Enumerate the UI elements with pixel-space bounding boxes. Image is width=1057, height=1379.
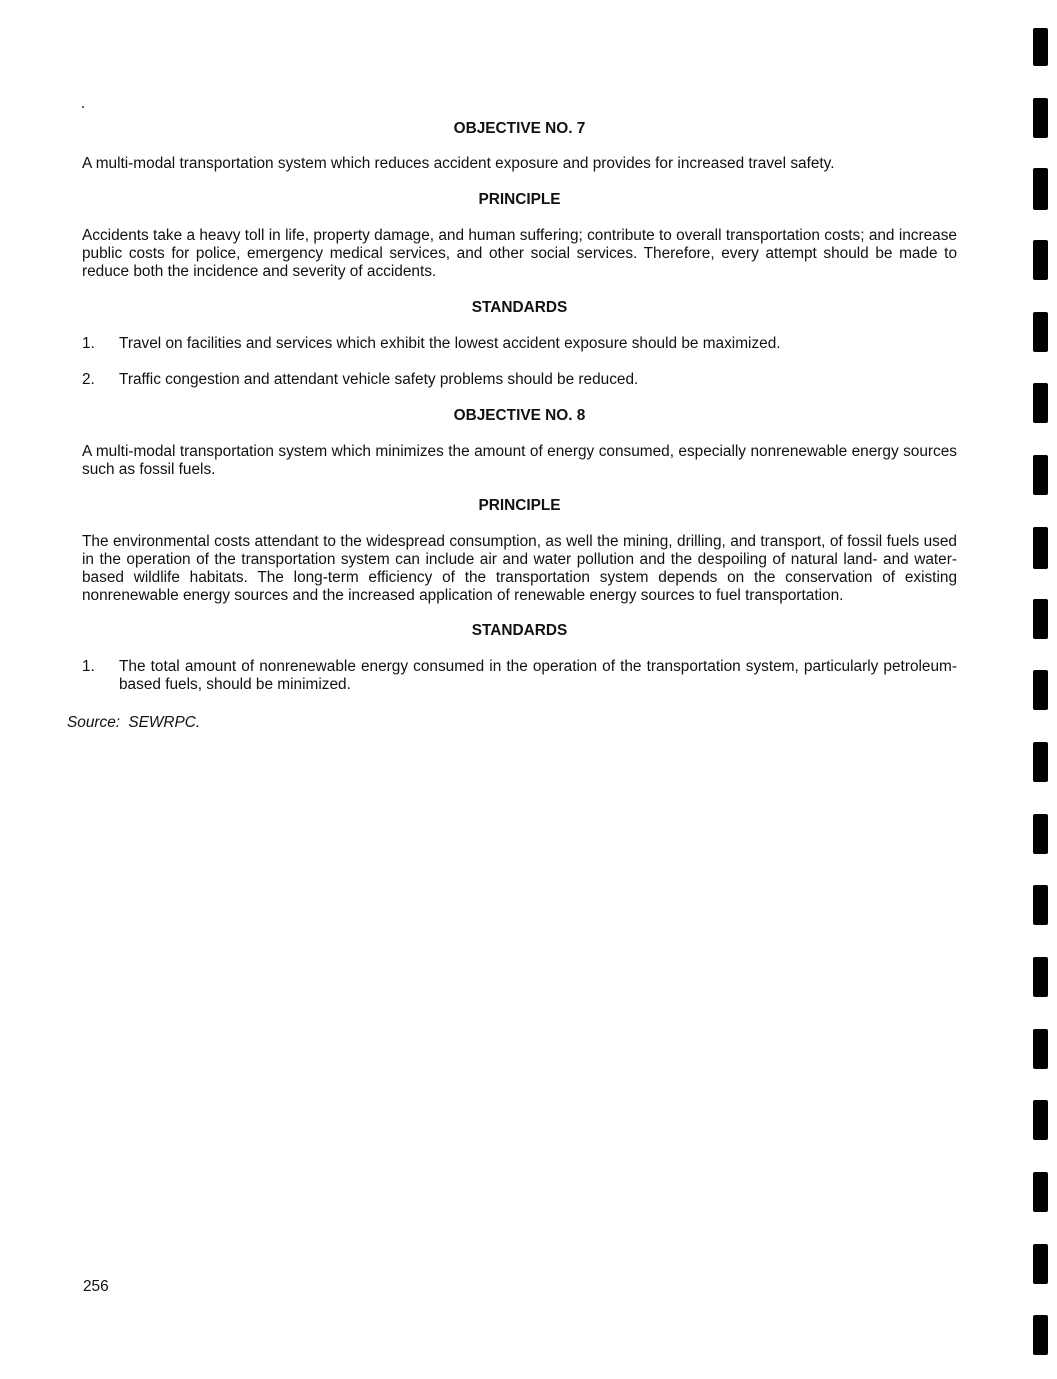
stray-dot — [82, 106, 84, 108]
binding-mark — [1033, 527, 1048, 569]
source-note: Source: SEWRPC. — [67, 714, 201, 731]
list-number: 1. — [82, 658, 95, 675]
binding-mark — [1033, 240, 1048, 280]
binding-mark — [1033, 1315, 1048, 1355]
binding-mark — [1033, 455, 1048, 495]
objective-7-title: OBJECTIVE NO. 7 — [453, 120, 586, 137]
binding-mark — [1033, 957, 1048, 997]
binding-mark — [1033, 1172, 1048, 1212]
page-number: 256 — [83, 1278, 109, 1295]
binding-mark — [1033, 168, 1048, 210]
binding-mark — [1033, 814, 1048, 854]
objective-8-principle-text: The environmental costs attendant to the widespread consumption, as well the mining, drilling, and transport, of fossil fuels used in the operation of the transportation system can include air and water pollution and the despoiling of natural land- and water-based wildlife habitats. The long-term efficiency of the transportation system depends on the conservation of existing nonrenewable energy sources and the increased application of renewable energy sources to fuel transportation. — [82, 533, 957, 604]
objective-8-principle-heading: PRINCIPLE — [478, 497, 561, 514]
list-text: The total amount of nonrenewable energy consumed in the operation of the transportation system, particularly petroleum-based fuels, should be minimized. — [119, 658, 957, 693]
binding-mark — [1033, 98, 1048, 138]
objective-7-standards-heading: STANDARDS — [471, 299, 568, 316]
list-number: 2. — [82, 371, 95, 388]
objective-7-principle-heading: PRINCIPLE — [478, 191, 561, 208]
binding-mark — [1033, 312, 1048, 352]
binding-mark — [1033, 670, 1048, 710]
binding-mark — [1033, 1244, 1048, 1284]
objective-8-statement: A multi-modal transportation system which minimizes the amount of energy consumed, especially nonrenewable energy sources such as fossil fuels. — [82, 443, 957, 478]
objective-7-principle-text: Accidents take a heavy toll in life, property damage, and human suffering; contribute to overall transportation costs; and increase public costs for police, emergency medical services, and other social services. Therefore, every attempt should be made to reduce both the incidence and severity of accidents. — [82, 227, 957, 280]
binding-mark — [1033, 742, 1048, 782]
binding-mark — [1033, 1029, 1048, 1069]
objective-8-standards-heading: STANDARDS — [471, 622, 568, 639]
objective-8-title: OBJECTIVE NO. 8 — [453, 407, 586, 424]
binding-mark — [1033, 1100, 1048, 1140]
binding-mark — [1033, 885, 1048, 925]
objective-7-statement: A multi-modal transportation system which reduces accident exposure and provides for increased travel safety. — [82, 155, 835, 172]
binding-mark — [1033, 28, 1048, 66]
list-text: Travel on facilities and services which exhibit the lowest accident exposure should be maximized. — [119, 335, 781, 352]
binding-mark — [1033, 599, 1048, 639]
binding-mark — [1033, 383, 1048, 423]
list-number: 1. — [82, 335, 95, 352]
list-text: Traffic congestion and attendant vehicle safety problems should be reduced. — [119, 371, 639, 388]
